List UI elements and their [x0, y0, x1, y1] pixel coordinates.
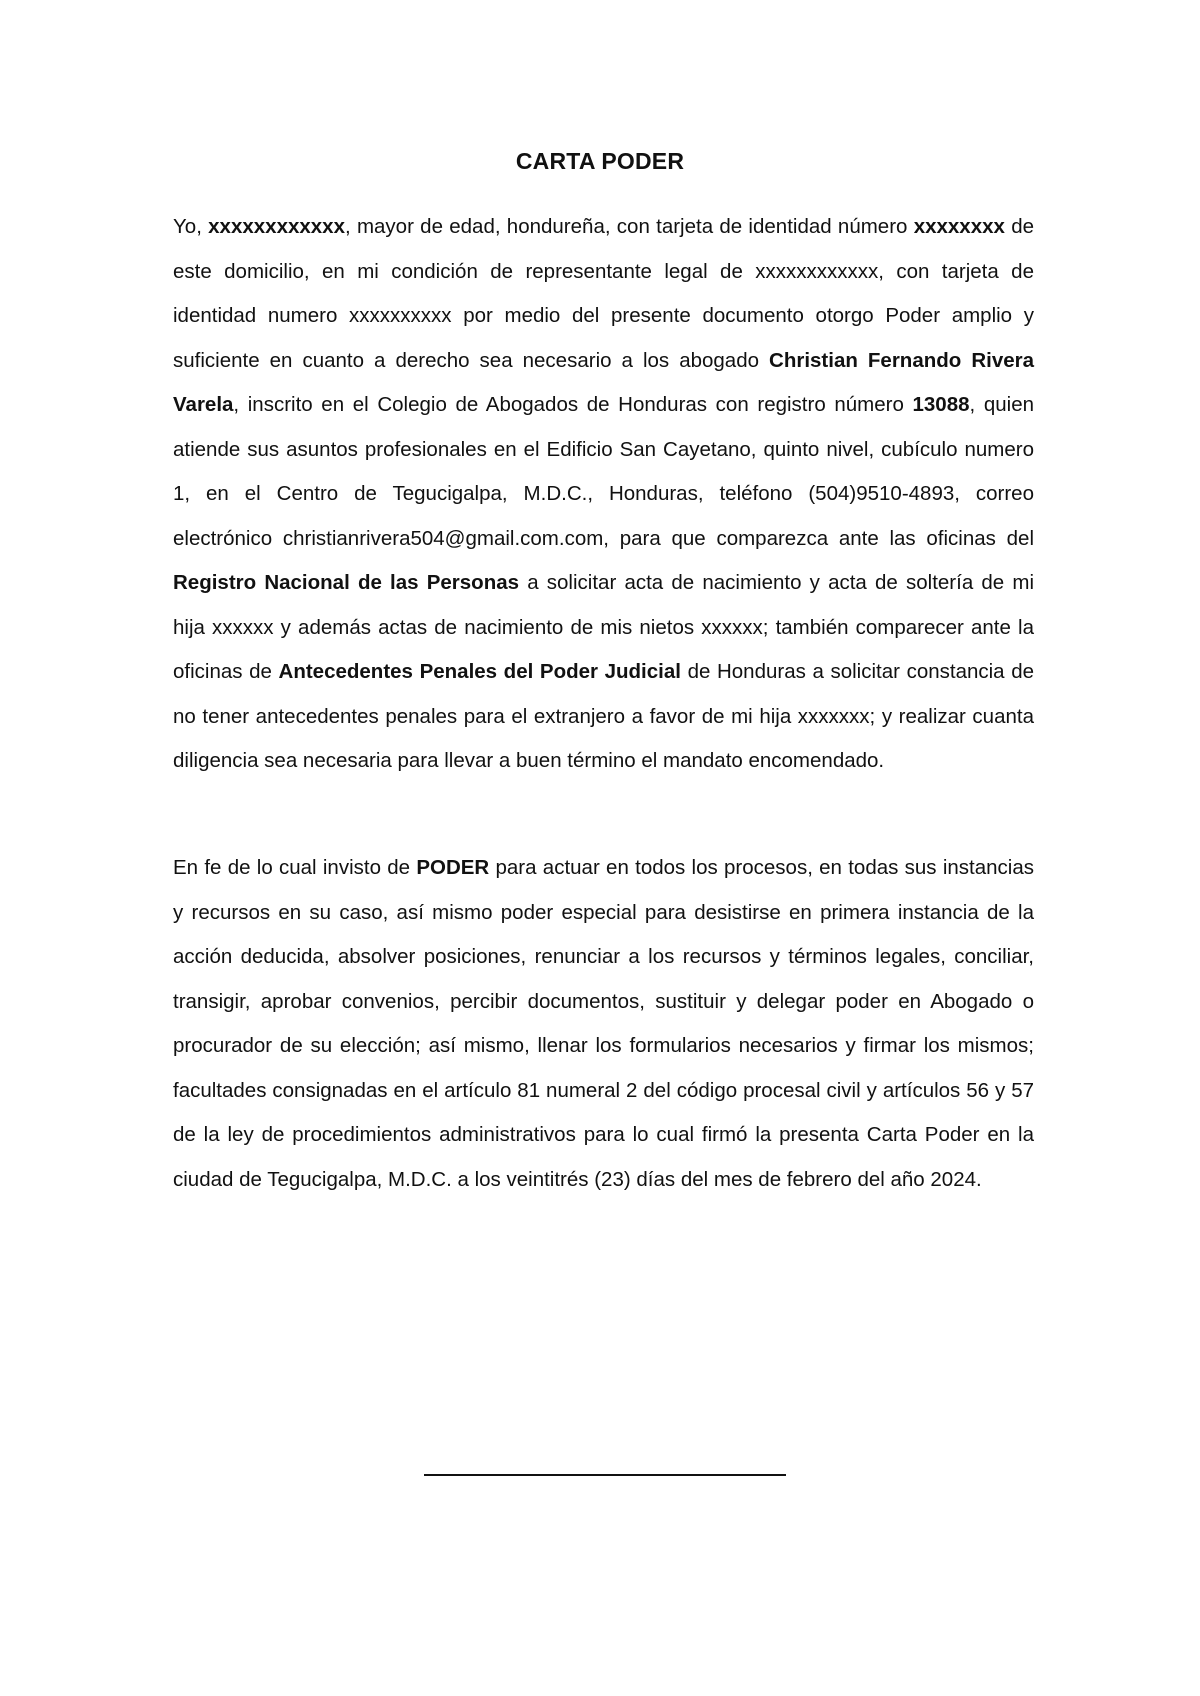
text-run: Yo, [173, 215, 209, 238]
power-keyword: PODER [416, 856, 490, 879]
institution-name: Registro Nacional de las Personas [173, 571, 520, 594]
institution-name: Antecedentes Penales del Poder Judicial [278, 660, 681, 683]
text-run: de Honduras a solicitar constancia de no tener antecedentes penales para el extranjero a favor de mi hija xxxxxxx; y realizar cuanta diligencia sea necesaria para llevar a buen término el mandato encomendado. [173, 660, 1034, 772]
grantor-id-number: xxxxxxxx [913, 215, 1005, 238]
signature-line [424, 1474, 786, 1476]
text-run: , mayor de edad, hondureña, con tarjeta de identidad número [344, 215, 914, 238]
text-run: En fe de lo cual invisto de [173, 856, 417, 879]
text-run: de este domicilio, en mi condición de representante legal de xxxxxxxxxxxx, con tarjeta de identidad numero xxxxxxxxxx por medio del presente documento otorgo Poder amplio y suficiente en cuanto a derecho sea necesario a los abogado [173, 215, 1034, 372]
document-title: CARTA PODER [515, 148, 685, 174]
grantor-name: xxxxxxxxxxxx [208, 215, 345, 238]
paragraph-powers [173, 846, 1034, 1202]
attorney-name: Christian Fernando Rivera Varela [173, 348, 1034, 416]
text-run: , quien atiende sus asuntos profesionales en el Edificio San Cayetano, quinto nivel, cubículo numero 1, en el Centro de Tegucigalpa, M.D.C., Honduras, teléfono (504)9510-4893, correo electrónico christianrivera504@gmail.com.com, para que comparezca ante las oficinas del [173, 393, 1034, 550]
registry-number: 13088 [912, 393, 970, 416]
text-run: , inscrito en el Colegio de Abogados de Honduras con registro número [233, 393, 913, 416]
text-run: a solicitar acta de nacimiento y acta de soltería de mi hija xxxxxx y además actas de nacimiento de mis nietos xxxxxx; también comparecer ante la oficinas de [173, 571, 1034, 683]
paragraph-grant [173, 205, 1034, 784]
text-run: para actuar en todos los procesos, en todas sus instancias y recursos en su caso, así mismo poder especial para desistirse en primera instancia de la acción deducida, absolver posiciones, renunciar a los recursos y términos legales, conciliar, transigir, aprobar convenios, percibir documentos, sustituir y delegar poder en Abogado o procurador de su elección; así mismo, llenar los formularios necesarios y firmar los mismos; facultades consignadas en el artículo 81 numeral 2 del código procesal civil y artículos 56 y 57 de la ley de procedimientos administrativos para lo cual firmó la presenta Carta Poder en la ciudad de Tegucigalpa, M.D.C. a los veintitrés (23) días del mes de febrero del año 2024. [173, 856, 1034, 1191]
